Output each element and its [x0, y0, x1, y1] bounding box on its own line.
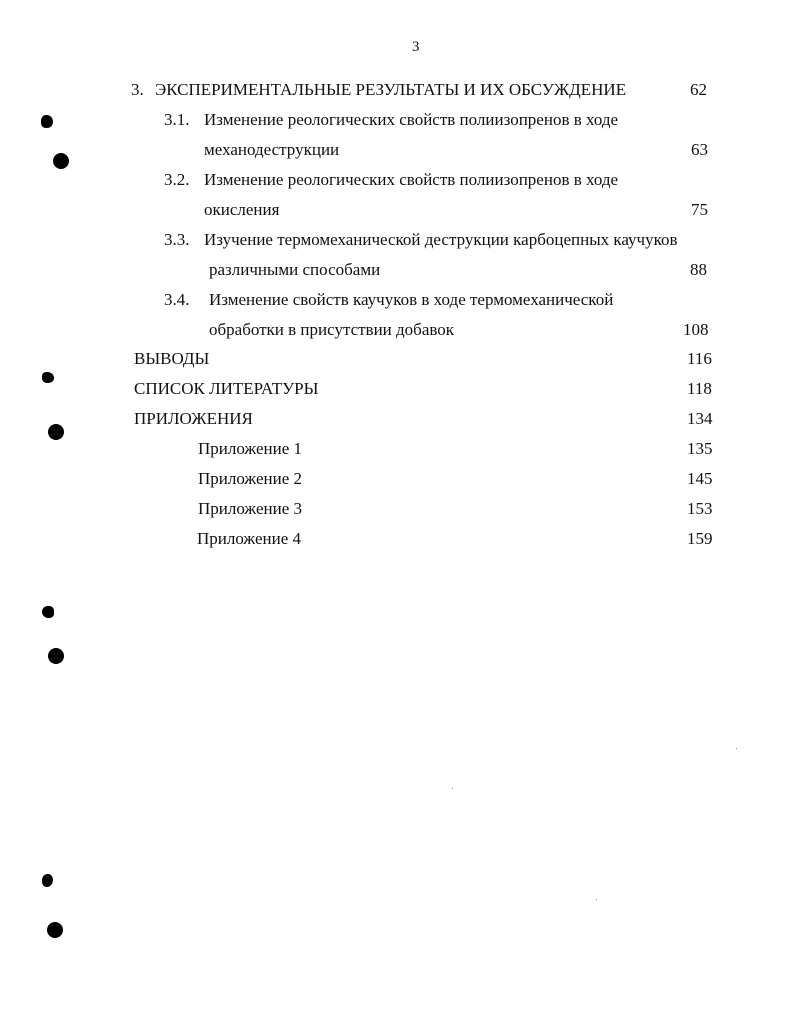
toc-s31-number: 3.1. — [164, 110, 190, 129]
punch-hole — [47, 922, 63, 938]
toc-s31-title-line1: Изменение реологических свойств полиизопренов в ходе — [204, 110, 619, 129]
toc-s32-page: 75 — [691, 200, 708, 219]
scan-speck — [596, 899, 597, 900]
page-number: 3 — [412, 39, 420, 55]
toc-s32-number: 3.2. — [164, 170, 190, 189]
scan-speck — [452, 788, 453, 789]
toc-app3-title: Приложение 3 — [198, 499, 302, 518]
toc-ch3-number: 3. — [131, 80, 144, 99]
binder-mark — [42, 606, 54, 618]
toc-s32-title-line1: Изменение реологических свойств полиизопренов в ходе — [204, 170, 619, 189]
toc-ch3-title: ЭКСПЕРИМЕНТАЛЬНЫЕ РЕЗУЛЬТАТЫ И ИХ ОБСУЖДЕНИЕ — [155, 80, 627, 99]
binder-mark — [42, 372, 54, 383]
toc-app3-page: 153 — [687, 499, 713, 518]
toc-s33-title-line2: различными способами — [209, 260, 381, 279]
binder-mark — [42, 874, 53, 887]
toc-app2-page: 145 — [687, 469, 713, 488]
toc-conclusions-page: 116 — [687, 349, 712, 368]
toc-s31-title-line2: механодеструкции — [204, 140, 340, 159]
punch-hole — [53, 153, 69, 169]
toc-s31-page: 63 — [691, 140, 708, 159]
toc-app2-title: Приложение 2 — [198, 469, 302, 488]
punch-hole — [48, 648, 64, 664]
toc-app1-page: 135 — [687, 439, 713, 458]
toc-app4-title: Приложение 4 — [197, 529, 301, 548]
toc-app4-page: 159 — [687, 529, 713, 548]
toc-s33-page: 88 — [690, 260, 707, 279]
toc-ch3-page: 62 — [690, 80, 707, 99]
scan-speck — [736, 748, 737, 749]
toc-appendices-page: 134 — [687, 409, 713, 428]
toc-s34-number: 3.4. — [164, 290, 190, 309]
toc-appendices-title: ПРИЛОЖЕНИЯ — [134, 409, 253, 428]
toc-references-title: СПИСОК ЛИТЕРАТУРЫ — [134, 379, 319, 398]
toc-app1-title: Приложение 1 — [198, 439, 302, 458]
toc-references-page: 118 — [687, 379, 712, 398]
toc-s34-page: 108 — [683, 320, 709, 339]
toc-s32-title-line2: окисления — [204, 200, 280, 219]
toc-s33-title-line1: Изучение термомеханической деструкции карбоцепных каучуков — [204, 230, 678, 249]
punch-hole — [48, 424, 64, 440]
toc-s34-title-line1: Изменение свойств каучуков в ходе термомеханической — [209, 290, 614, 309]
toc-conclusions-title: ВЫВОДЫ — [134, 349, 210, 368]
toc-s33-number: 3.3. — [164, 230, 190, 249]
toc-s34-title-line2: обработки в присутствии добавок — [209, 320, 455, 339]
binder-mark — [41, 115, 53, 128]
